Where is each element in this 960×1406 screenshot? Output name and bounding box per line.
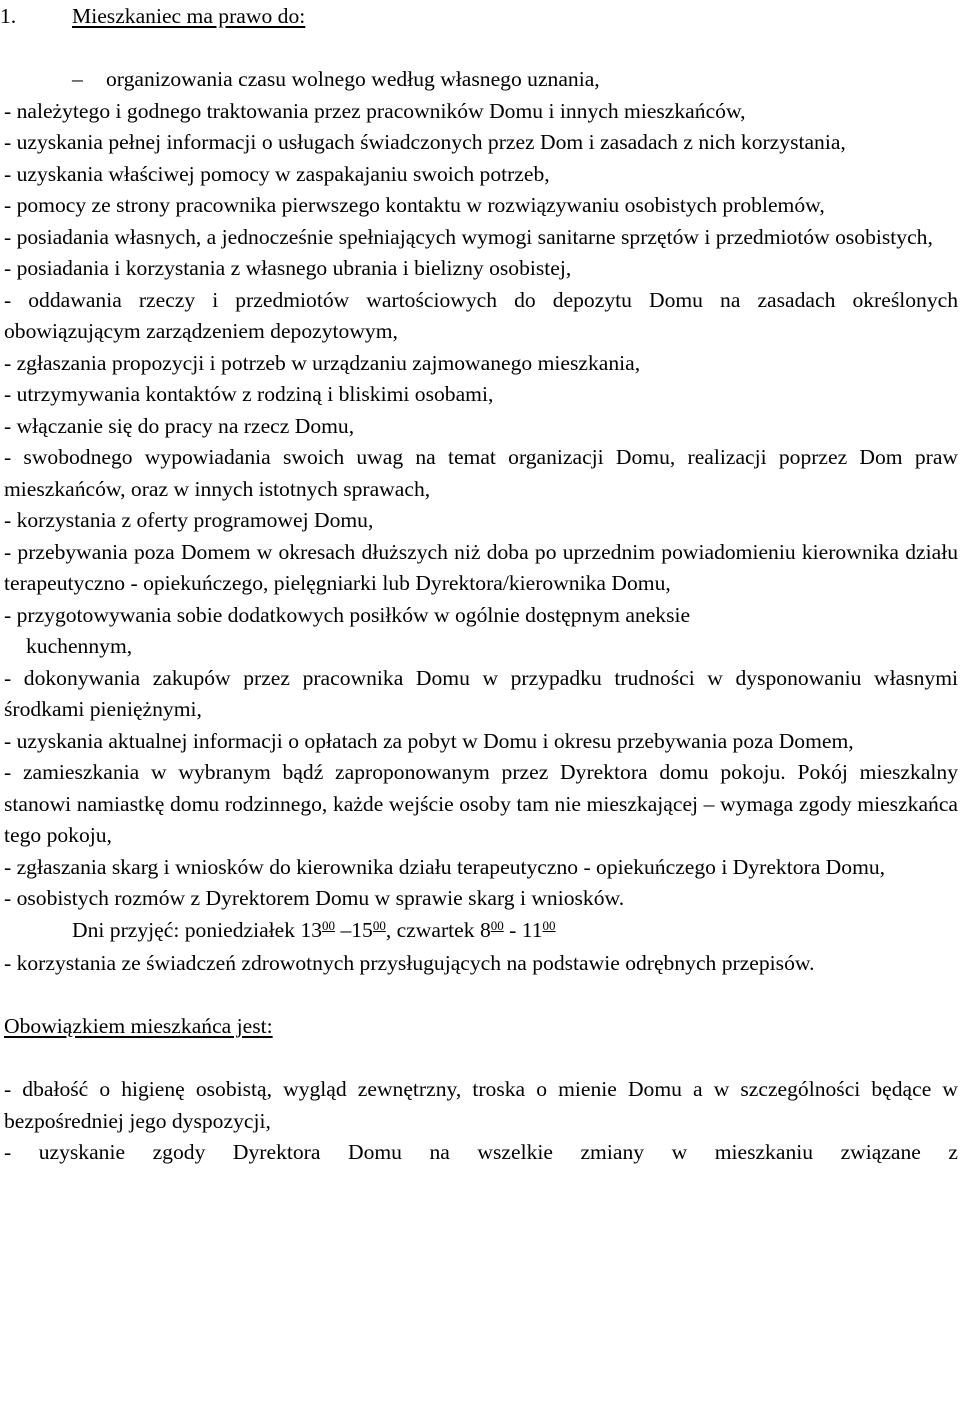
right-item-meals: - przygotowywania sobie dodatkowych posiłków w ogólnie dostępnym aneksie kuchennym, <box>4 602 691 658</box>
section-title: Mieszkaniec ma prawo do: <box>72 4 306 28</box>
right-item: – organizowania czasu wolnego według własnego uznania, <box>0 64 960 96</box>
right-item: - oddawania rzeczy i przedmiotów wartościowych do depozytu Domu na zasadach określonych obowiązującym zarządzeniem depozytowym, <box>4 287 958 343</box>
right-item: - zgłaszania skarg i wniosków do kierownika działu terapeutyczno - opiekuńczego i Dyrektora Domu, <box>4 854 886 879</box>
duty-item: - dbałość o higienę osobistą, wygląd zewnętrzny, troska o mienie Domu a w szczególności będące w bezpośredniej jego dyspozycji, <box>4 1077 958 1133</box>
right-item: - uzyskania aktualnej informacji o opłatach za pobyt w Domu i okresu przebywania poza Domem, <box>4 728 854 753</box>
right-item: - dokonywania zakupów przez pracownika Domu w przypadku trudności w dysponowaniu własnymi środkami pieniężnymi, <box>4 665 958 721</box>
dash-glyph: – <box>72 67 83 91</box>
right-item: - zamieszkania w wybranym bądź zaproponowanym przez Dyrektora domu pokoju. Pokój mieszkalny stanowi namiastkę domu rodzinnego, każde wejście osoby tam nie mieszkającej – wymaga zgody mieszkańca tego pokoju, <box>4 760 958 847</box>
spacer <box>0 980 960 1012</box>
right-item: - swobodnego wypowiadania swoich uwag na temat organizacji Domu, realizacji poprzez Dom praw mieszkańców, oraz w innych istotnych sprawach, <box>4 445 958 501</box>
section-heading <box>0 0 960 33</box>
office-hours: Dni przyjęć: poniedziałek $13^{00}$ $-15^{00}$, czwartek $8^{00} - 11^{00}$ <box>72 917 556 942</box>
right-item: - posiadania i korzystania z własnego ubrania i bielizny osobistej, <box>4 256 572 280</box>
right-item: - włączanie się do pracy na rzecz Domu, <box>4 413 355 438</box>
spacer <box>0 1043 960 1075</box>
section-number: 1. <box>0 4 17 28</box>
right-item: - utrzymywania kontaktów z rodziną i bliskimi osobami, <box>4 382 494 406</box>
duties-heading: Obowiązkiem mieszkańca jest: <box>4 1014 273 1038</box>
right-item: - uzyskania pełnej informacji o usługach świadczonych przez Dom i zasadach z nich korzystania, <box>4 130 846 154</box>
spacer <box>0 33 960 65</box>
right-item: - osobistych rozmów z Dyrektorem Domu w sprawie skarg i wniosków. <box>4 886 625 910</box>
right-item: - korzystania ze świadczeń zdrowotnych przysługujących na podstawie odrębnych przepisów. <box>4 951 815 975</box>
right-item: - należytego i godnego traktowania przez pracowników Domu i innych mieszkańców, <box>4 98 746 123</box>
right-item: - posiadania własnych, a jednocześnie spełniających wymogi sanitarne sprzętów i przedmiotów osobistych, <box>4 224 933 249</box>
right-item: - uzyskania właściwej pomocy w zaspakajaniu swoich potrzeb, <box>4 161 550 186</box>
right-item: - pomocy ze strony pracownika pierwszego kontaktu w rozwiązywaniu osobistych problemów, <box>4 193 825 217</box>
right-item: - korzystania z oferty programowej Domu, <box>4 508 374 532</box>
duty-item: - uzyskanie zgody Dyrektora Domu na wszelkie zmiany w mieszkaniu związane z <box>4 1140 958 1164</box>
right-item: - przebywania poza Domem w okresach dłuższych niż doba po uprzednim powiadomieniu kierownika działu terapeutyczno - opiekuńczego, pielęgniarki lub Dyrektora/kierownika Domu, <box>4 539 958 595</box>
right-item: - zgłaszania propozycji i potrzeb w urządzaniu zajmowanego mieszkania, <box>4 350 641 375</box>
